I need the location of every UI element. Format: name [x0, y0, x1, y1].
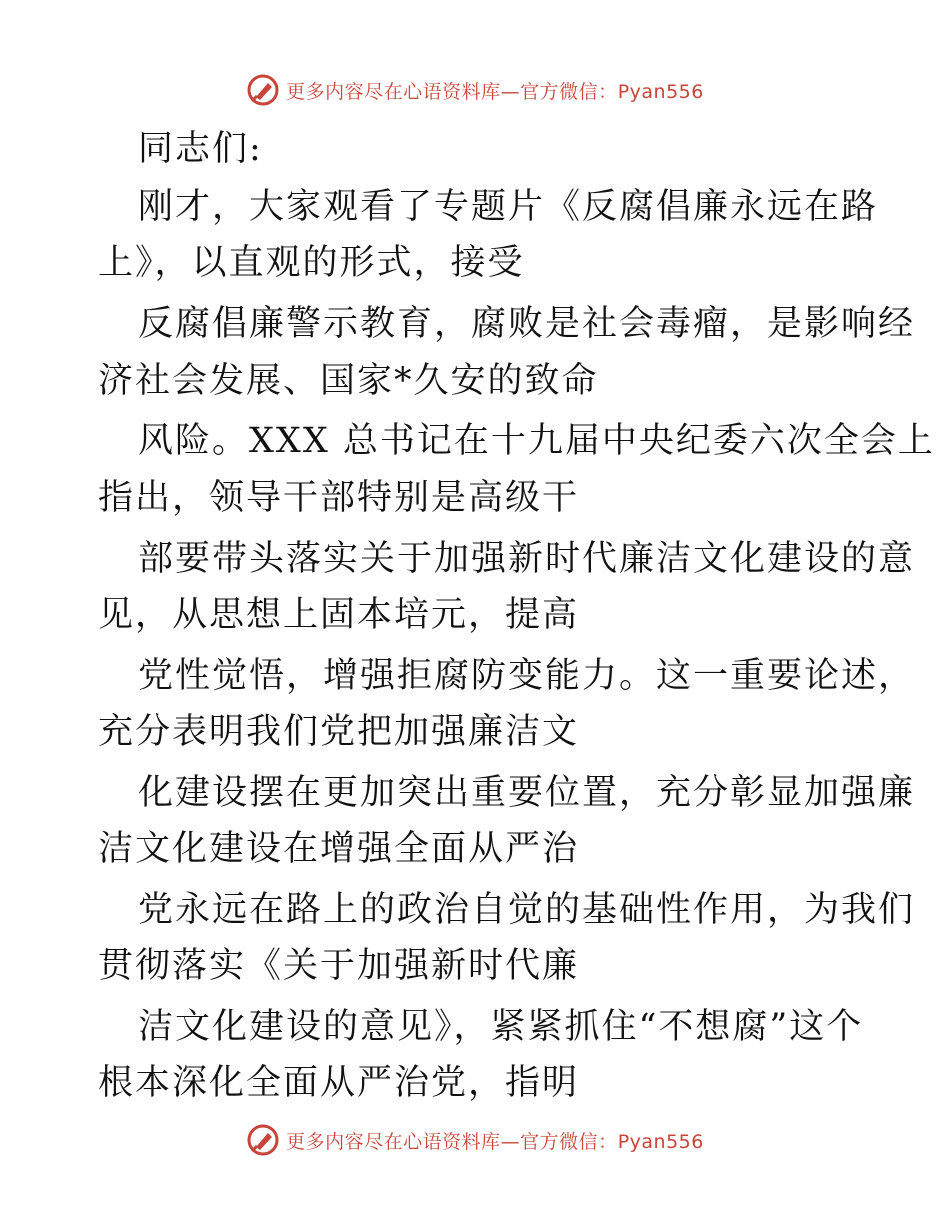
- watermark-text: [286, 1127, 704, 1154]
- text-line: 部要带头落实关于加强新时代廉洁文化建设的意: [138, 539, 916, 579]
- text-line: 贯彻落实《关于加强新时代廉: [98, 946, 580, 986]
- text-line: 反腐倡廉警示教育，腐败是社会毒瘤，是影响经: [138, 304, 916, 344]
- pen-nib-logo-icon: [246, 1123, 280, 1157]
- header-watermark: [0, 70, 950, 110]
- text-line: 指出，领导干部特别是高级干: [98, 478, 580, 518]
- text-line: 充分表明我们党把加强廉洁文: [98, 712, 580, 752]
- watermark-wechat-id: Pyan556: [617, 80, 704, 103]
- watermark-wechat-id: Pyan556: [617, 1130, 704, 1153]
- text-line: 见，从思想上固本培元，提高: [98, 595, 580, 635]
- watermark-text: [286, 77, 704, 104]
- text-line: 刚才，大家观看了专题片《反腐倡廉永远在路: [138, 187, 879, 227]
- watermark-separator: —: [500, 80, 521, 103]
- text-line: 济社会发展、国家*久安的致命: [98, 361, 599, 401]
- text-line: 化建设摆在更加突出重要位置，充分彰显加强廉: [138, 773, 916, 813]
- pen-nib-logo-icon: [246, 73, 280, 107]
- text-line: 党永远在路上的政治自觉的基础性作用，为我们: [138, 890, 916, 930]
- text-line: 洁文化建设在增强全面从严治: [98, 829, 580, 869]
- watermark-wechat-label: 官方微信：: [520, 80, 618, 103]
- text-line: 上》，以直观的形式，接受: [98, 243, 525, 283]
- text-line: 根本深化全面从严治党，指明: [98, 1063, 580, 1103]
- watermark-site-text: 更多内容尽在心语资料库: [286, 80, 501, 103]
- text-line: 洁文化建设的意见》，紧紧抓住“不想腐”这个: [138, 1007, 864, 1047]
- watermark-wechat-label: 官方微信：: [520, 1130, 618, 1153]
- text-line: 风险。XXX 总书记在十九届中央纪委六次全会上: [138, 421, 935, 461]
- footer-watermark: [0, 1120, 950, 1160]
- text-line: 党性觉悟，增强拒腐防变能力。这一重要论述，: [138, 656, 916, 696]
- watermark-site-text: 更多内容尽在心语资料库: [286, 1130, 501, 1153]
- text-line: 同志们:: [138, 129, 263, 169]
- watermark-separator: —: [500, 1130, 521, 1153]
